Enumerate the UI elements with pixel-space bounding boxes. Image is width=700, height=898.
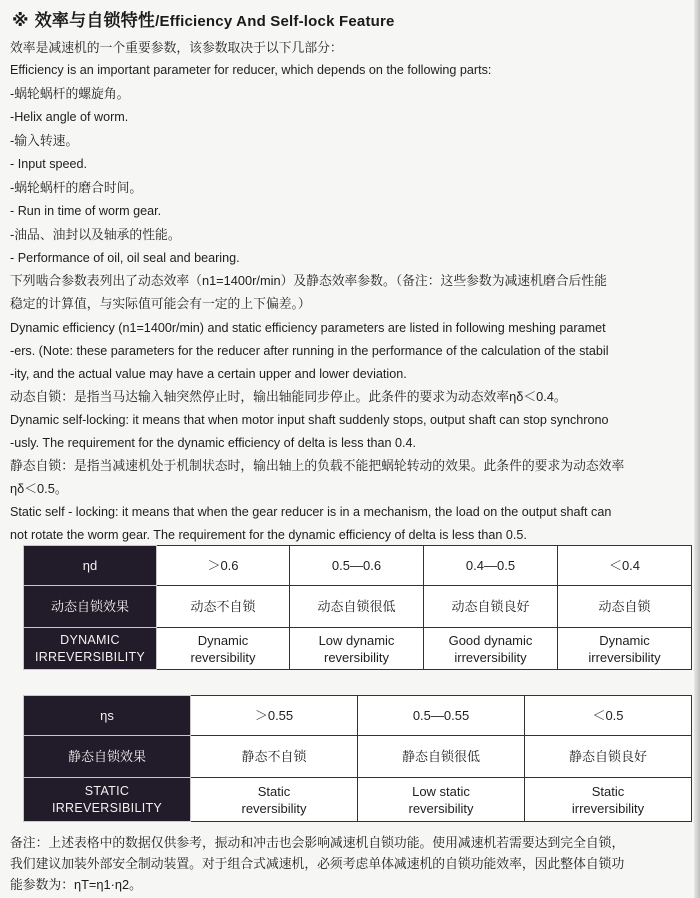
- table-cell: [191, 778, 358, 822]
- table-row: [24, 628, 692, 670]
- table-cell: ＜0.5: [525, 696, 692, 736]
- row-header: [24, 778, 191, 822]
- cell-line: Dynamic: [197, 632, 249, 648]
- cell-line: reversibility: [190, 649, 256, 665]
- table-cell: 静态不自锁: [191, 736, 358, 778]
- row-header: 静态自锁效果: [24, 736, 191, 778]
- table-cell: ＞0.55: [191, 696, 358, 736]
- table-row: [24, 586, 692, 628]
- cell-line: Static: [257, 783, 291, 799]
- intro-cn: 效率是减速机的一个重要参数，该参数取决于以下几部分：: [10, 40, 343, 55]
- row-header: ηs: [24, 696, 191, 736]
- row-header: [24, 628, 157, 670]
- table-row: [24, 778, 692, 822]
- table-cell: 静态自锁很低: [358, 736, 525, 778]
- table-row: [24, 546, 692, 586]
- cell-line: irreversibility: [571, 800, 645, 816]
- param-note-cn: 稳定的计算值，与实际值可能会有一定的上下偏差。）: [10, 296, 311, 311]
- title-cn: 效率与自锁特性: [34, 11, 156, 30]
- table-cell: 动态自锁良好: [424, 586, 558, 628]
- param-note-cn: 下列啮合参数表列出了动态效率（n1=1400r/min）及静态效率参数。（备注：这些参数为减速机磨合后性能: [10, 273, 607, 288]
- dynamic-efficiency-table: [23, 545, 692, 670]
- table-cell: [424, 628, 558, 670]
- static-efficiency-table: [23, 695, 692, 822]
- title-en: /Efficiency And Self-lock Feature: [155, 13, 395, 30]
- table-cell: [525, 778, 692, 822]
- table-cell: 0.5—0.6: [290, 546, 424, 586]
- table-cell: 动态不自锁: [157, 586, 290, 628]
- factor-cn: -蜗轮蜗杆的磨合时间。: [10, 180, 143, 195]
- table-cell: [290, 628, 424, 670]
- page-edge-shadow: [694, 0, 700, 898]
- cell-line: reversibility: [241, 800, 307, 816]
- footer-note: 能参数为：ηT=η1·η2。: [10, 877, 142, 892]
- static-lock-cn: 静态自锁：是指当减速机处于机制状态时，输出轴上的负载不能把蜗轮转动的效果。此条件的要求为动态效率: [10, 458, 625, 473]
- intro-en: Efficiency is an important parameter for reducer, which depends on the following parts:: [10, 63, 492, 77]
- table-cell: 0.4—0.5: [424, 546, 558, 586]
- param-note-en: -ity, and the actual value may have a certain upper and lower deviation.: [10, 367, 407, 381]
- table-row: [24, 736, 692, 778]
- footer-note: 我们建议加装外部安全制动装置。对于组合式减速机，必须考虑单体减速机的自锁功能效率，因此整体自锁功: [10, 856, 625, 871]
- cell-line: Low dynamic: [318, 632, 395, 648]
- table-cell: ＞0.6: [157, 546, 290, 586]
- cell-line: Good dynamic: [448, 632, 533, 648]
- dynamic-lock-en: Dynamic self-locking: it means that when motor input shaft suddenly stops, output shaft can stop synchrono: [10, 413, 609, 427]
- cell-line: Static: [591, 783, 625, 799]
- param-note-en: -ers. (Note: these parameters for the reducer after running in the performance of the calculation of the stabil: [10, 344, 609, 358]
- cell-line: Low static: [412, 783, 470, 799]
- static-lock-en: not rotate the worm gear. The requirement for the dynamic efficiency of delta is less than 0.5.: [10, 528, 527, 542]
- table-cell: [358, 778, 525, 822]
- static-lock-en: Static self - locking: it means that when the gear reducer is in a mechanism, the load on the output shaft can: [10, 505, 612, 519]
- table-cell: 静态自锁良好: [525, 736, 692, 778]
- table-cell: 动态自锁: [558, 586, 692, 628]
- header-line: IRREVERSIBILITY: [34, 649, 146, 664]
- table-row: [24, 696, 692, 736]
- param-note-en: Dynamic efficiency (n1=1400r/min) and static efficiency parameters are listed in following meshing paramet: [10, 321, 606, 335]
- factor-en: - Input speed.: [10, 157, 88, 171]
- factor-cn: -输入转速。: [10, 133, 79, 148]
- cell-line: irreversibility: [588, 649, 661, 665]
- header-line: IRREVERSIBILITY: [51, 800, 163, 815]
- cell-line: irreversibility: [454, 649, 527, 665]
- factor-cn: -蜗轮蜗杆的螺旋角。: [10, 86, 130, 101]
- table-cell: 动态自锁很低: [290, 586, 424, 628]
- table-cell: 0.5—0.55: [358, 696, 525, 736]
- table-cell: [558, 628, 692, 670]
- row-header: ηd: [24, 546, 157, 586]
- factor-cn: -油品、油封以及轴承的性能。: [10, 227, 181, 242]
- factor-en: - Performance of oil, oil seal and bearing.: [10, 251, 240, 265]
- header-line: STATIC: [84, 783, 130, 798]
- table-cell: [157, 628, 290, 670]
- section-title: [12, 6, 395, 31]
- factor-en: -Helix angle of worm.: [10, 110, 129, 124]
- dynamic-lock-cn: 动态自锁：是指当马达输入轴突然停止时，输出轴能同步停止。此条件的要求为动态效率ηδ＜0.4。: [10, 389, 567, 404]
- row-header: 动态自锁效果: [24, 586, 157, 628]
- cell-line: reversibility: [408, 800, 474, 816]
- footer-note: 备注：上述表格中的数据仅供参考，振动和冲击也会影响减速机自锁功能。使用减速机若需要达到完全自锁，: [10, 835, 625, 850]
- static-lock-cn: ηδ＜0.5。: [10, 481, 68, 496]
- reference-mark-icon: ※: [12, 11, 29, 30]
- cell-line: reversibility: [323, 649, 389, 665]
- dynamic-lock-en: -usly. The requirement for the dynamic efficiency of delta is less than 0.4.: [10, 436, 417, 450]
- table-cell: ＜0.4: [558, 546, 692, 586]
- cell-line: Dynamic: [599, 632, 650, 648]
- factor-en: - Run in time of worm gear.: [10, 204, 162, 218]
- header-line: DYNAMIC: [60, 632, 120, 647]
